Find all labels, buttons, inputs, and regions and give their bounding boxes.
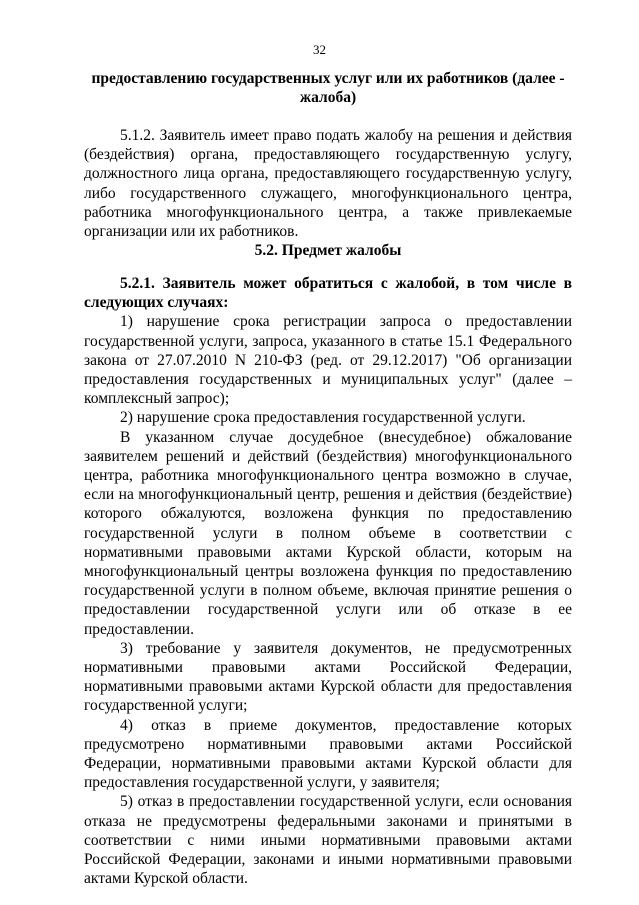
heading-line-2: жалоба) (299, 89, 357, 107)
list-item-2-note: В указанном случае досудебное (внесудебное) обжалование заявителем решений и действий (бездействия) многофункционального центра, работника многофункционального центра возможно в случае, если на многофункциональный центр, решения и действия (бездействие) которого обжалуются, возложена функция по предоставлению государственной услуги в полном объеме в соответствии с нормативными правовыми актами Курской области, которым на многофункциональный центры возложена функция по предоставлению государственной услуги в полном объеме, включая принятие решения о предоставлении государственной услуги или об отказе в ее предоставлении. (84, 428, 572, 638)
list-item-1: 1) нарушение срока регистрации запроса о предоставлении государственной услуги, запроса, указанного в статье 15.1 Федерального закона от 27.07.2010 N 210-ФЗ (ред. от 29.12.2017) "Об организации предоставления государственных и муниципальных услуг" (далее – комплексный запрос); (84, 313, 572, 408)
paragraph-5-1-2: 5.1.2. Заявитель имеет право подать жалобу на решения и действия (бездействия) органа, предоставляющего государственную услугу, должностного лица органа, предоставляющего государственную услугу, либо государственного служащего, многофункционального центра, работника многофункционального центра, а также привлекаемые организации или их работников. (84, 127, 572, 241)
list-item-5: 5) отказ в предоставлении государственной услуги, если основания отказа не предусмотрены федеральными законами и принятыми в соответствии с ними иными нормативными правовыми актами Российской Федерации, законами и иными нормативными правовыми актами Курской области. (84, 793, 572, 888)
heading-continuation (84, 69, 572, 107)
heading-line-1: предоставлению государственных услуг или их работников (далее - (91, 70, 565, 87)
list-item-3: 3) требование у заявителя документов, не предусмотренных нормативными правовыми актами Российской Федерации, нормативными правовыми актами Курской области для предоставления государственной услуги; (84, 639, 572, 715)
list-item-2: 2) нарушение срока предоставления государственной услуги. (120, 409, 526, 427)
section-title-5-2: 5.2. Предмет жалобы (254, 242, 402, 259)
page-number: 32 (313, 42, 326, 57)
paragraph-5-2-1-intro: 5.2.1. Заявитель может обратиться с жалобой, в том числе в следующих случаях: (84, 275, 572, 312)
list-item-4: 4) отказ в приеме документов, предоставление которых предусмотрено нормативными правовыми актами Российской Федерации, нормативными правовыми актами Курской области для предоставления государственной услуги, у заявителя; (84, 716, 572, 792)
section-5-2-body (84, 274, 572, 889)
